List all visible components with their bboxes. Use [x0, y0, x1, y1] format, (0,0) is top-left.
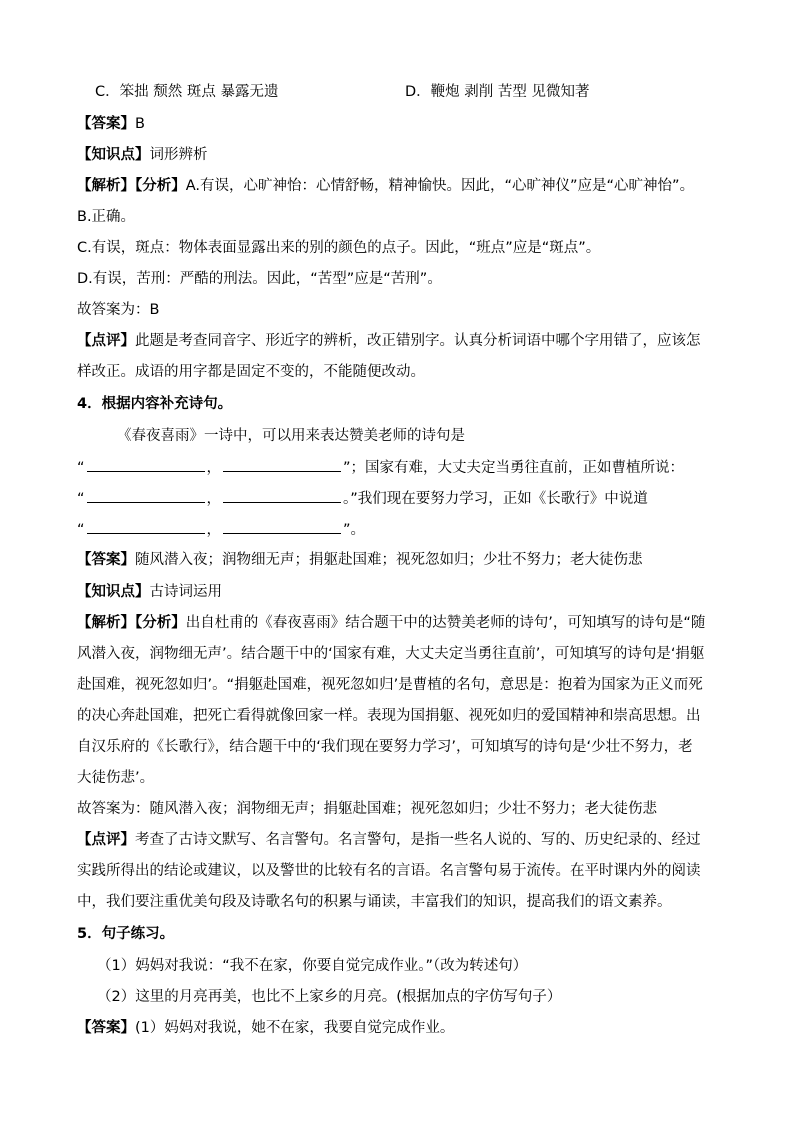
q4-comment-cont-1: 实践所得出的结论或建议，以及警世的比较有名的言语。名言警句易于流传。在平时课内外的阅读 — [77, 863, 701, 879]
q4-analysis-1 — [77, 613, 705, 633]
q5-title: 5．句子练习。 — [77, 926, 175, 942]
comment-label: 【点评】 — [77, 333, 135, 349]
answer-label: 【答案】 — [77, 1020, 135, 1036]
blank-field[interactable] — [87, 457, 205, 472]
answer-text: 随风潜入夜；润物细无声；捐躯赴国难；视死忽如归；少壮不努力；老大徒伤悲 — [135, 552, 643, 568]
q3-answer — [77, 114, 145, 134]
q3-analysis-a — [77, 176, 694, 196]
q4-analysis-3: 赴国难，视死忽如归’。“捐躯赴国难，视死忽如归’是曹植的名句，意思是：抱着为国家为正义而死 — [77, 677, 703, 693]
knowledge-text: 词形辨析 — [149, 147, 208, 163]
analysis-label: 【解析】【分析】 — [77, 615, 186, 631]
q3-comment-cont: 样改正。成语的用字都是固定不变的，不能随便改动。 — [77, 364, 425, 380]
answer-text: (1）妈妈对我说，她不在家，我要自觉完成作业。 — [135, 1020, 455, 1036]
analysis-label: 【解析】【分析】 — [77, 178, 186, 194]
q4-blank-line-1: “ ， ”；国家有难，大丈夫定当勇往直前，正如曹植所说： — [77, 457, 684, 478]
analysis-text: 出自杜甫的《春夜喜雨》结合题干中的达赞美老师的诗句’，可知填写的诗句是“随 — [185, 615, 706, 631]
option-c: C．笨拙 颓然 斑点 暴露无遗 — [95, 84, 279, 100]
option-d: D．鞭炮 剥削 苦型 见微知著 — [405, 84, 590, 100]
q3-knowledge — [77, 145, 208, 165]
comment-text: 考查了古诗文默写、名言警句。名言警句，是指一些名人说的、写的、历史纪录的、经过 — [135, 832, 701, 848]
q3-final-answer: 故答案为：B — [77, 302, 160, 318]
q3-analysis-c: C.有误，斑点：物体表面显露出来的别的颜色的点子。因此，“班点”应是“斑点”。 — [77, 240, 601, 256]
comment-label: 【点评】 — [77, 832, 135, 848]
blank-field[interactable] — [223, 457, 341, 472]
answer-label: 【答案】 — [77, 116, 135, 132]
q4-analysis-5: 自汉乐府的《长歌行》，结合题干中的‘我们现在要努力学习’，可知填写的诗句是‘少壮不努力，老 — [77, 739, 693, 755]
q4-final-answer: 故答案为：随风潜入夜；润物细无声；捐躯赴国难；视死忽如归；少壮不努力；老大徒伤悲 — [77, 801, 657, 817]
q3-analysis-d: D.有误，苦刑：严酷的刑法。因此，“苦型”应是“苦刑”。 — [77, 271, 442, 287]
q4-analysis-6: 大徒伤悲’。 — [77, 770, 155, 786]
q4-knowledge — [77, 582, 222, 602]
blank-field[interactable] — [223, 519, 341, 534]
answer-text: B — [135, 116, 145, 132]
q4-prompt: 《春夜喜雨》一诗中，可以用来表达赞美老师的诗句是 — [117, 428, 465, 444]
q4-comment-cont-2: 中，我们要注重优美句段及诗歌名句的积累与诵读，丰富我们的知识，提高我们的语文素养。 — [77, 894, 672, 910]
knowledge-text: 古诗词运用 — [149, 584, 222, 600]
blank-field[interactable] — [87, 519, 205, 534]
q5-item-1: （1）妈妈对我说：“我不在家，你要自觉完成作业。”（改为转述句） — [97, 958, 528, 974]
comment-text: 此题是考查同音字、形近字的辨析，改正错别字。认真分析词语中哪个字用错了，应该怎 — [135, 333, 701, 349]
q4-comment — [77, 830, 701, 850]
blank-line-text: ”；国家有难，大丈夫定当勇往直前，正如曹植所说： — [343, 460, 685, 476]
blank-line-text: ”。 — [343, 522, 366, 538]
q4-analysis-2: 风潜入夜，润物细无声’。结合题干中的‘国家有难，大丈夫定当勇往直前’，可知填写的诗句是‘捐躯 — [77, 646, 705, 662]
blank-field[interactable] — [223, 488, 341, 503]
q4-answer — [77, 550, 643, 570]
q4-blank-line-3: “ ， ”。 — [77, 519, 365, 540]
q4-analysis-4: 的决心奔赴国难，把死亡看得就像回家一样。表现为国捐躯、视死如归的爱国精神和崇高思想。出 — [77, 708, 701, 724]
blank-field[interactable] — [87, 488, 205, 503]
answer-label: 【答案】 — [77, 552, 135, 568]
knowledge-label: 【知识点】 — [77, 147, 150, 163]
knowledge-label: 【知识点】 — [77, 584, 150, 600]
blank-line-text: 。”我们现在要努力学习，正如《长歌行》中说道 — [343, 491, 648, 507]
q5-item-2: （2）这里的月亮再美，也比不上家乡的月亮。(根据加点的字仿写句子） — [97, 989, 562, 1005]
q4-title: 4．根据内容补充诗句。 — [77, 396, 233, 412]
q3-comment — [77, 331, 701, 351]
q3-analysis-b: B.正确。 — [77, 209, 136, 225]
q5-answer — [77, 1018, 454, 1038]
analysis-text: A.有误，心旷神怡：心情舒畅，精神愉快。因此，“心旷神仪”应是“心旷神怡”。 — [185, 178, 695, 194]
q4-blank-line-2: “ ， 。”我们现在要努力学习，正如《长歌行》中说道 — [77, 488, 648, 509]
